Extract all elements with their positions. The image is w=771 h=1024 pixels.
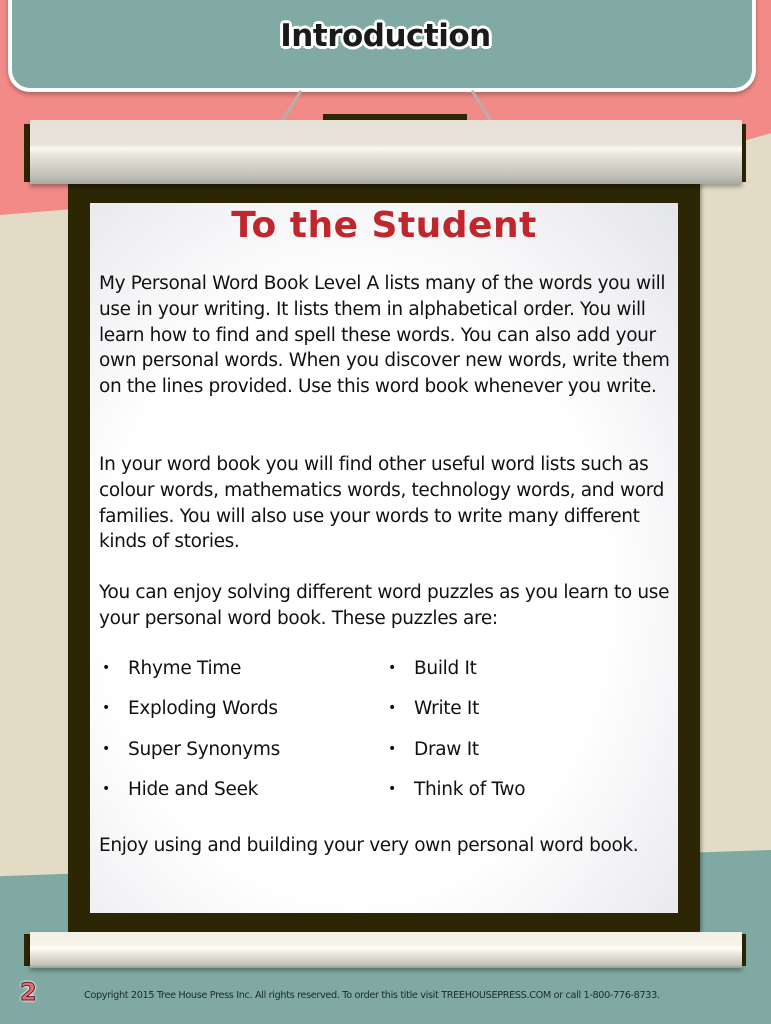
list-item: • Hide and Seek — [102, 778, 259, 800]
page-number: 2 — [20, 978, 37, 1006]
bullet-icon: • — [388, 660, 396, 676]
page-heading: Introduction — [280, 18, 491, 54]
bullet-icon: • — [388, 700, 396, 717]
closing-paragraph: Enjoy using and building your very own personal word book. — [99, 835, 639, 856]
bullet-icon: • — [388, 740, 396, 757]
word-lists-paragraph: In your word book you will find other useful word lists such as colour words, mathematics words, technology words, and word families. You will also use your words to write many different kinds of stories. — [99, 454, 665, 553]
copyright-notice: Copyright 2015 Tree House Press Inc. All rights reserved. To order this title visit TREEHOUSEPRESS.COM or call 1-800-776-8733. — [84, 990, 660, 1001]
scroll-rod-top — [30, 120, 742, 184]
list-item: • Super Synonyms — [102, 738, 280, 760]
puzzles-paragraph: You can enjoy solving different word puzzles as you learn to use your personal word book. These puzzles are: — [99, 582, 670, 629]
scroll-rod-bottom — [30, 932, 742, 968]
list-item: • Rhyme Time — [102, 658, 242, 679]
bullet-icon: • — [102, 700, 110, 717]
section-title: To the Student — [231, 205, 537, 246]
puzzle-list-left — [102, 658, 280, 819]
list-item: • Think of Two — [388, 778, 526, 800]
bullet-icon: • — [102, 740, 110, 757]
bullet-icon: • — [388, 780, 396, 797]
list-item: • Exploding Words — [102, 698, 278, 720]
content-paper — [90, 203, 678, 913]
intro-paragraph: My Personal Word Book Level A lists many of the words you will use in your writing. It lists them in alphabetical order. You will learn how to find and spell these words. You can also add your own personal words. When you discover new words, write them on the lines provided. Use this word book whenever you write. — [99, 273, 670, 398]
bullet-icon: • — [102, 660, 110, 676]
puzzle-list-right — [388, 658, 525, 819]
bullet-icon: • — [102, 780, 110, 797]
list-item: • Write It — [388, 698, 480, 720]
list-item: • Build It — [388, 658, 477, 679]
list-item: • Draw It — [388, 738, 479, 760]
